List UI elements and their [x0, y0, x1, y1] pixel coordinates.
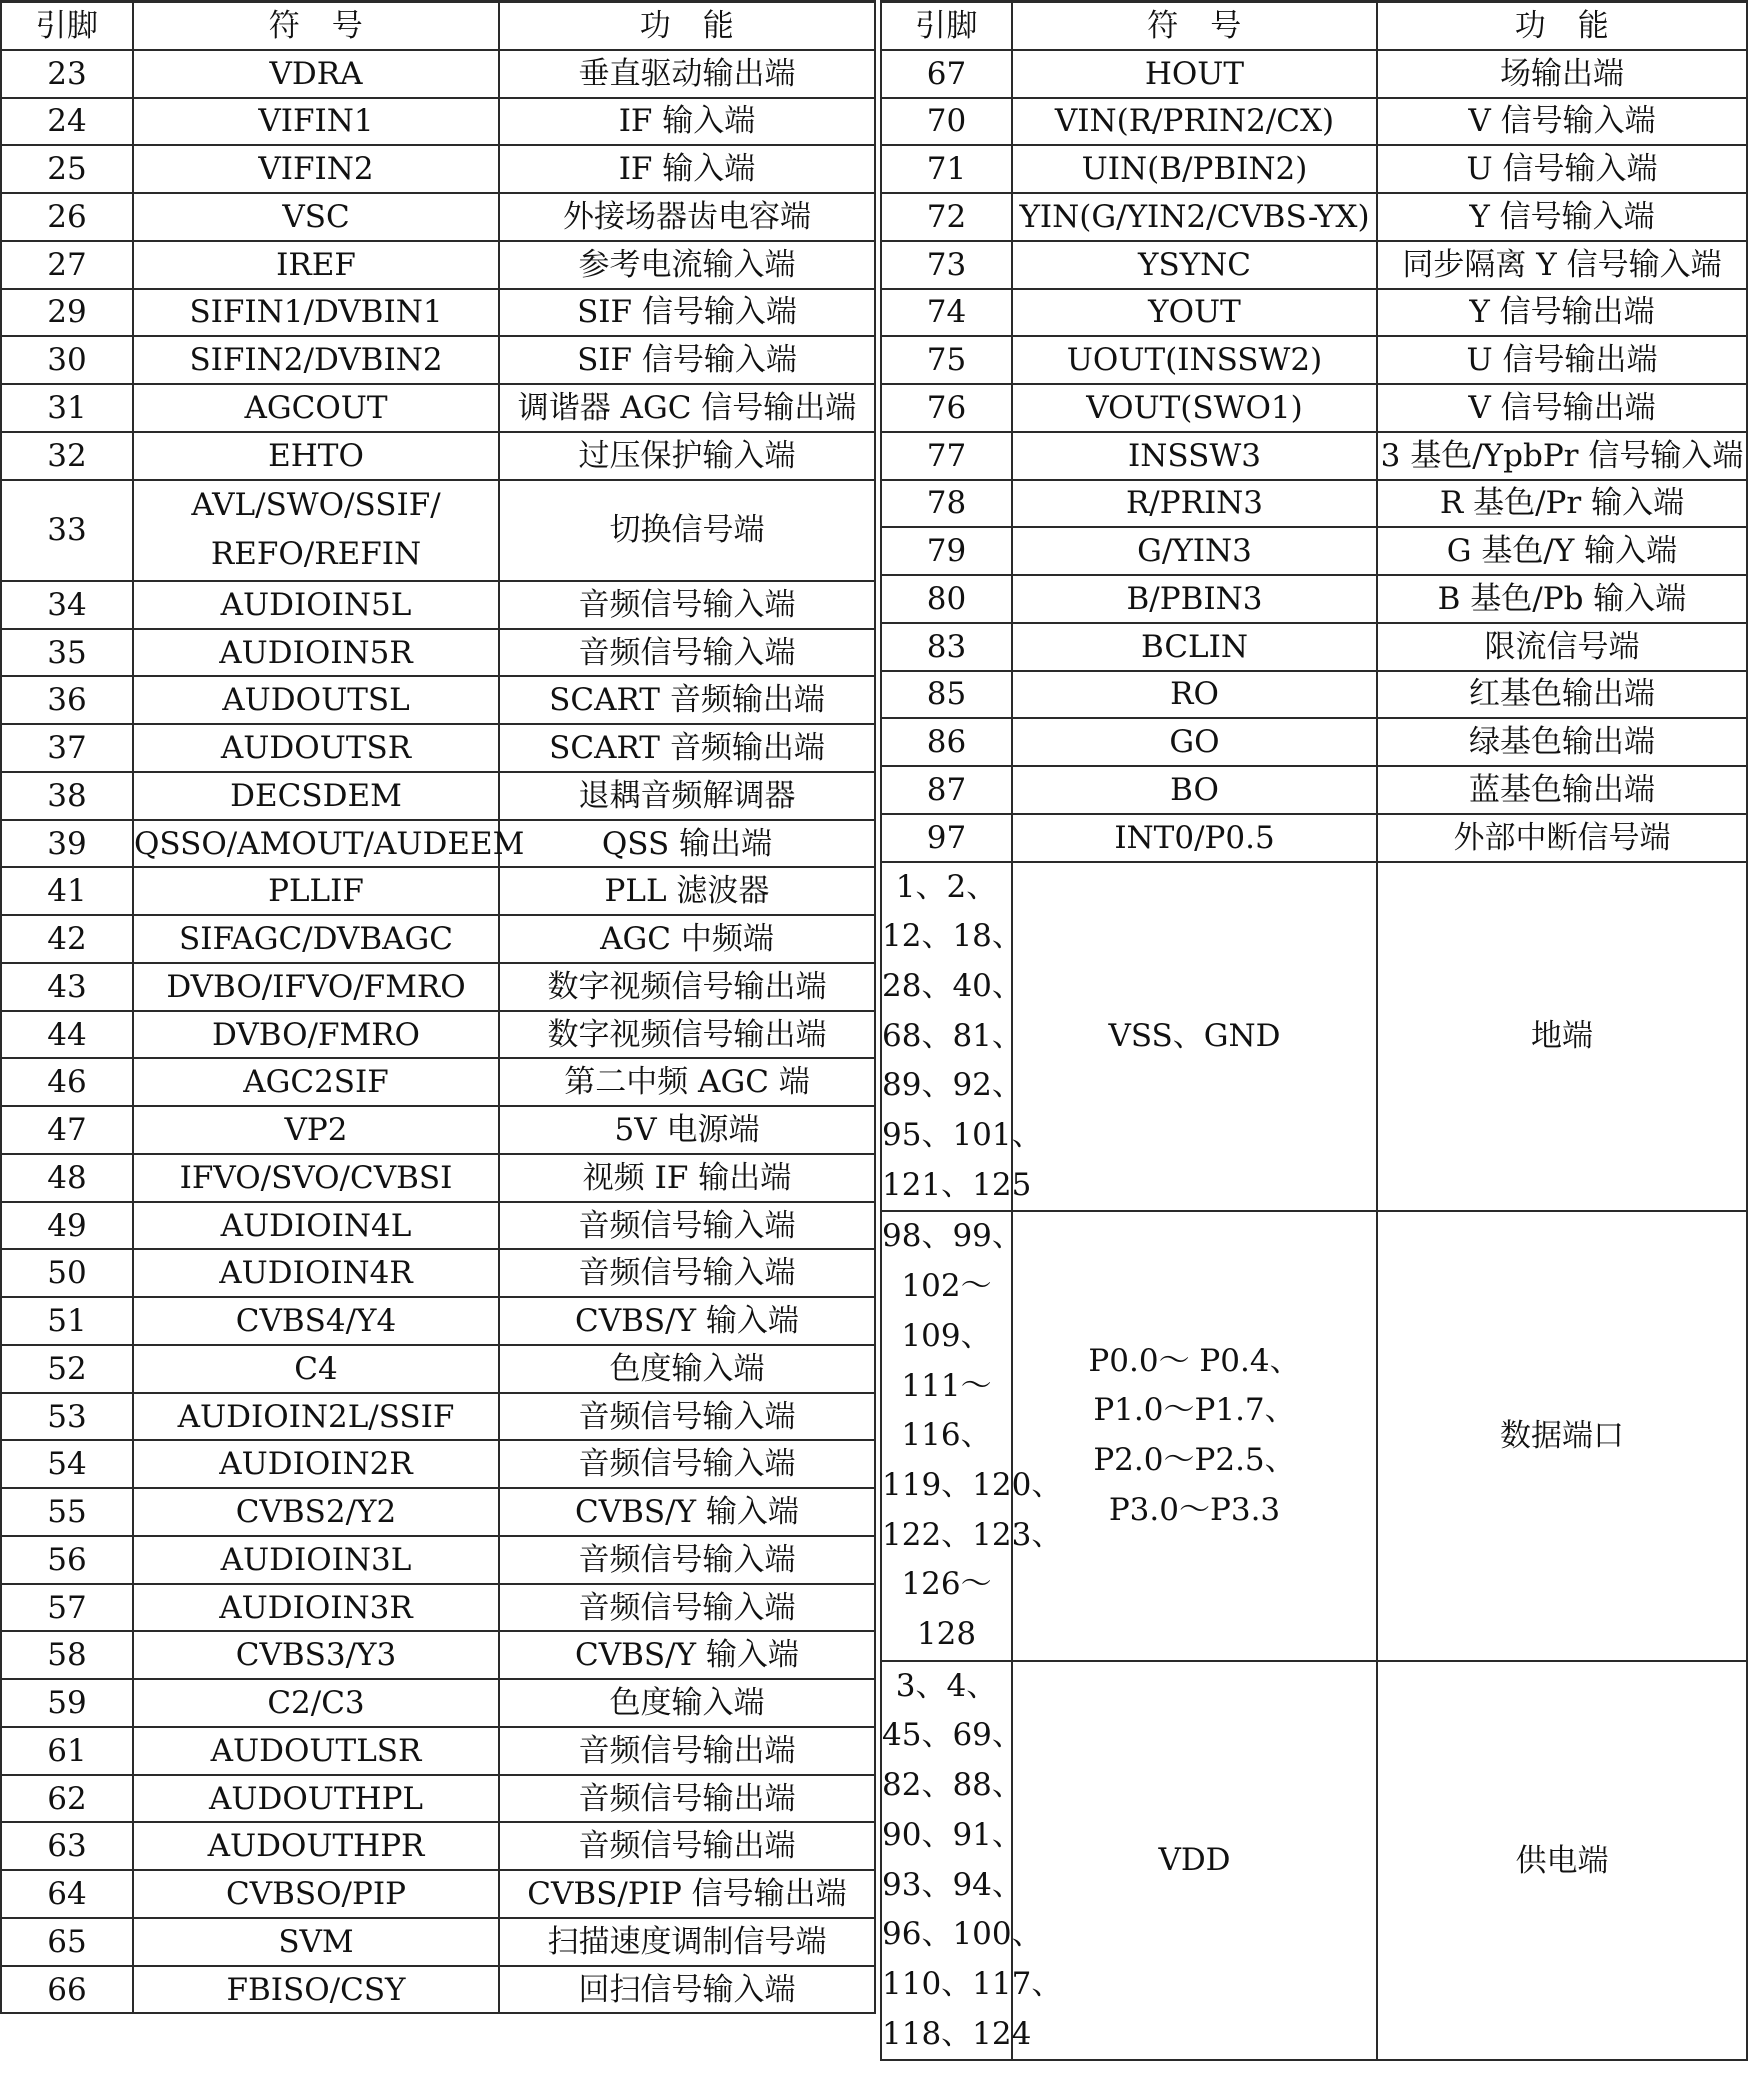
symbol-cell: PLLIF — [133, 867, 499, 915]
table-row — [881, 480, 1747, 528]
pin-list-line: 122、123、 — [882, 1516, 1063, 1553]
function-cell: V 信号输出端 — [1377, 384, 1747, 432]
table-row — [1, 1202, 875, 1250]
symbol-cell: INSSW3 — [1012, 432, 1377, 480]
table-row — [1, 1631, 875, 1679]
symbol-cell: YSYNC — [1012, 241, 1377, 289]
pin-number-cell: 48 — [1, 1154, 133, 1202]
function-cell: 切换信号端 — [499, 480, 875, 581]
function-cell: 扫描速度调制信号端 — [499, 1918, 875, 1966]
symbol-cell: AGC2SIF — [133, 1058, 499, 1106]
pin-number-cell: 44 — [1, 1011, 133, 1059]
function-cell: 3 基色/YpbPr 信号输入端 — [1377, 432, 1747, 480]
function-cell: 外接场器齿电容端 — [499, 193, 875, 241]
function-cell: 红基色输出端 — [1377, 671, 1747, 719]
table-row — [1, 867, 875, 915]
function-cell: 视频 IF 输出端 — [499, 1154, 875, 1202]
pin-number-cell: 78 — [881, 480, 1012, 528]
symbol-cell: C2/C3 — [133, 1679, 499, 1727]
function-cell: QSS 输出端 — [499, 820, 875, 868]
pin-number-cell: 97 — [881, 814, 1012, 862]
table-row — [881, 241, 1747, 289]
pin-number-cell: 57 — [1, 1584, 133, 1632]
symbol-cell: VSC — [133, 193, 499, 241]
pin-number-cell: 36 — [1, 676, 133, 724]
symbol-cell — [1012, 862, 1377, 1212]
pin-number-cell: 66 — [1, 1966, 133, 2014]
function-cell: SIF 信号输入端 — [499, 336, 875, 384]
pin-list-line: 45、69、 — [882, 1717, 1023, 1754]
symbol-cell: RO — [1012, 671, 1377, 719]
function-cell: 过压保护输入端 — [499, 432, 875, 480]
pin-list-line: 90、91、 — [882, 1816, 1023, 1853]
table-row — [1, 1154, 875, 1202]
pin-number-cell: 39 — [1, 820, 133, 868]
symbol-cell: SIFIN2/DVBIN2 — [133, 336, 499, 384]
function-cell: 音频信号输入端 — [499, 1393, 875, 1441]
function-cell: 垂直驱动输出端 — [499, 50, 875, 98]
symbol-cell: VIFIN2 — [133, 145, 499, 193]
function-cell: 地端 — [1377, 862, 1747, 1212]
symbol-cell: R/PRIN3 — [1012, 480, 1377, 528]
function-cell: 限流信号端 — [1377, 623, 1747, 671]
table-row — [1, 1106, 875, 1154]
table-row — [1, 820, 875, 868]
function-cell: Y 信号输入端 — [1377, 193, 1747, 241]
function-cell: 数据端口 — [1377, 1211, 1747, 1660]
function-cell: 音频信号输入端 — [499, 1249, 875, 1297]
table-row — [1, 241, 875, 289]
symbol-line: P2.0～P2.5、 — [1093, 1442, 1296, 1479]
pin-number-cell: 24 — [1, 98, 133, 146]
table-row — [1, 1822, 875, 1870]
pin-list-line: 93、94、 — [882, 1866, 1023, 1903]
pin-list-line: 119、120、 — [882, 1466, 1063, 1503]
function-cell: 音频信号输入端 — [499, 1584, 875, 1632]
table-row — [1, 724, 875, 772]
symbol-cell: SVM — [133, 1918, 499, 1966]
table-row — [1, 1249, 875, 1297]
pin-number-cell: 27 — [1, 241, 133, 289]
pin-number-cell: 23 — [1, 50, 133, 98]
symbol-cell: AUDIOIN3R — [133, 1584, 499, 1632]
symbol-cell: FBISO/CSY — [133, 1966, 499, 2014]
table-row — [1, 384, 875, 432]
function-cell: 色度输入端 — [499, 1345, 875, 1393]
pin-number-cell: 43 — [1, 963, 133, 1011]
table-row — [1, 145, 875, 193]
pin-number-cell: 32 — [1, 432, 133, 480]
symbol-cell: HOUT — [1012, 50, 1377, 98]
table-row — [1, 1011, 875, 1059]
table-row — [1, 629, 875, 677]
pin-list-line: 121、125 — [882, 1166, 1032, 1203]
pin-number-cell: 46 — [1, 1058, 133, 1106]
function-cell: 音频信号输出端 — [499, 1727, 875, 1775]
function-cell: 音频信号输出端 — [499, 1775, 875, 1823]
table-row — [1, 1870, 875, 1918]
pin-number-cell: 85 — [881, 671, 1012, 719]
pin-number-cell: 72 — [881, 193, 1012, 241]
symbol-cell: CVBSO/PIP — [133, 1870, 499, 1918]
pin-number-cell: 74 — [881, 289, 1012, 337]
function-cell: 参考电流输入端 — [499, 241, 875, 289]
function-cell: 数字视频信号输出端 — [499, 963, 875, 1011]
table-row — [1, 50, 875, 98]
pin-list-line: 111～ — [901, 1367, 992, 1404]
symbol-cell: AUDOUTHPL — [133, 1775, 499, 1823]
left-pin-table — [0, 0, 876, 2014]
pin-number-cell: 65 — [1, 1918, 133, 1966]
symbol-cell: DECSDEM — [133, 772, 499, 820]
symbol-cell: IREF — [133, 241, 499, 289]
table-row — [1, 1393, 875, 1441]
symbol-line: VSS、GND — [1108, 1017, 1281, 1054]
function-cell: IF 输入端 — [499, 145, 875, 193]
pin-number-cell: 61 — [1, 1727, 133, 1775]
table-row — [1, 480, 875, 581]
function-cell: CVBS/Y 输入端 — [499, 1631, 875, 1679]
table-row — [881, 98, 1747, 146]
pin-number-cell: 35 — [1, 629, 133, 677]
pin-list-line: 68、81、 — [882, 1017, 1023, 1054]
function-cell: CVBS/Y 输入端 — [499, 1488, 875, 1536]
table-row — [881, 766, 1747, 814]
symbol-cell: AUDOUTHPR — [133, 1822, 499, 1870]
function-cell: SCART 音频输出端 — [499, 676, 875, 724]
pin-list-line: 12、18、 — [882, 918, 1023, 955]
function-cell: AGC 中频端 — [499, 915, 875, 963]
table-row — [881, 145, 1747, 193]
symbol-cell: VOUT(SWO1) — [1012, 384, 1377, 432]
table-row — [881, 575, 1747, 623]
pin-number-cell: 41 — [1, 867, 133, 915]
table-row — [881, 623, 1747, 671]
table-row — [1, 676, 875, 724]
pin-number-cell: 62 — [1, 1775, 133, 1823]
table-row — [1, 1775, 875, 1823]
symbol-cell: VP2 — [133, 1106, 499, 1154]
function-cell: CVBS/Y 输入端 — [499, 1297, 875, 1345]
function-cell: SIF 信号输入端 — [499, 289, 875, 337]
pin-number-cell: 76 — [881, 384, 1012, 432]
table-row — [1, 1584, 875, 1632]
symbol-cell — [1012, 1211, 1377, 1660]
pin-list-line: 95、101、 — [882, 1117, 1043, 1154]
symbol-line: P1.0～P1.7、 — [1093, 1392, 1296, 1429]
table-row — [1, 193, 875, 241]
symbol-cell — [1012, 1661, 1377, 2061]
symbol-cell: DVBO/IFVO/FMRO — [133, 963, 499, 1011]
function-cell: PLL 滤波器 — [499, 867, 875, 915]
function-cell: 音频信号输入端 — [499, 1202, 875, 1250]
function-cell: 蓝基色输出端 — [1377, 766, 1747, 814]
table-row — [1, 1918, 875, 1966]
pin-number-cell: 33 — [1, 480, 133, 581]
symbol-cell: AUDOUTSR — [133, 724, 499, 772]
left-header-row — [1, 2, 875, 50]
pin-number-cell: 52 — [1, 1345, 133, 1393]
function-cell: 调谐器 AGC 信号输出端 — [499, 384, 875, 432]
header-function: 功 能 — [1377, 2, 1747, 50]
pin-list-line: 3、4、 — [895, 1667, 998, 1704]
function-cell: 场输出端 — [1377, 50, 1747, 98]
header-function: 功 能 — [499, 2, 875, 50]
table-row — [1, 98, 875, 146]
symbol-cell: YIN(G/YIN2/CVBS-YX) — [1012, 193, 1377, 241]
function-cell: CVBS/PIP 信号输出端 — [499, 1870, 875, 1918]
table-row — [881, 814, 1747, 862]
pin-number-cell: 29 — [1, 289, 133, 337]
pin-number-cell: 50 — [1, 1249, 133, 1297]
pin-number-cell: 59 — [1, 1679, 133, 1727]
table-row — [1, 1488, 875, 1536]
pin-number-cell: 86 — [881, 718, 1012, 766]
table-row — [1, 1297, 875, 1345]
pin-number-cell: 34 — [1, 581, 133, 629]
pin-number-cell: 75 — [881, 336, 1012, 384]
symbol-cell: INT0/P0.5 — [1012, 814, 1377, 862]
pin-list-cell — [881, 1211, 1063, 1660]
symbol-cell: AUDIOIN2R — [133, 1440, 499, 1488]
symbol-cell: AUDIOIN5L — [133, 581, 499, 629]
function-cell: 外部中断信号端 — [1377, 814, 1747, 862]
table-row — [1, 1727, 875, 1775]
pin-list-line: 126～ — [901, 1566, 992, 1603]
pin-list-line: 110、117、 — [882, 1965, 1063, 2002]
pin-number-cell: 83 — [881, 623, 1012, 671]
table-row — [881, 527, 1747, 575]
symbol-line: P0.0～ P0.4、 — [1088, 1342, 1301, 1379]
pin-number-cell: 38 — [1, 772, 133, 820]
symbol-cell: BCLIN — [1012, 623, 1377, 671]
symbol-cell: AUDIOIN5R — [133, 629, 499, 677]
right-header-row — [881, 2, 1747, 50]
pin-list-line: 118、124 — [882, 2015, 1032, 2052]
header-symbol: 符 号 — [1012, 2, 1377, 50]
function-cell: 5V 电源端 — [499, 1106, 875, 1154]
symbol-line: VDD — [1158, 1841, 1231, 1878]
pin-number-cell: 47 — [1, 1106, 133, 1154]
pin-list-line: 96、100、 — [882, 1916, 1043, 1953]
pin-list-line: 128 — [916, 1616, 977, 1653]
pin-list-line: 1、2、 — [895, 868, 998, 905]
symbol-cell: BO — [1012, 766, 1377, 814]
symbol-cell: AUDOUTSL — [133, 676, 499, 724]
pin-number-cell: 55 — [1, 1488, 133, 1536]
pin-number-cell: 26 — [1, 193, 133, 241]
header-pin: 引脚 — [881, 2, 1012, 50]
function-cell: 色度输入端 — [499, 1679, 875, 1727]
function-cell: 音频信号输出端 — [499, 1822, 875, 1870]
table-row-group — [881, 1661, 1747, 2061]
table-row — [881, 432, 1747, 480]
symbol-cell: AUDIOIN4R — [133, 1249, 499, 1297]
pin-list-cell — [881, 862, 1043, 1212]
function-cell: 供电端 — [1377, 1661, 1747, 2061]
symbol-cell: AUDIOIN3L — [133, 1536, 499, 1584]
symbol-cell: AUDIOIN4L — [133, 1202, 499, 1250]
function-cell: 音频信号输入端 — [499, 581, 875, 629]
pin-number-cell: 25 — [1, 145, 133, 193]
table-row-group — [881, 1211, 1747, 1660]
pin-number-cell: 53 — [1, 1393, 133, 1441]
table-row — [881, 289, 1747, 337]
table-row — [881, 718, 1747, 766]
pin-number-cell: 67 — [881, 50, 1012, 98]
symbol-cell: VIFIN1 — [133, 98, 499, 146]
table-row — [1, 1679, 875, 1727]
symbol-cell: AUDIOIN2L/SSIF — [133, 1393, 499, 1441]
pin-number-cell: 79 — [881, 527, 1012, 575]
table-row — [881, 671, 1747, 719]
function-cell: 退耦音频解调器 — [499, 772, 875, 820]
table-row — [1, 915, 875, 963]
pin-number-cell: 80 — [881, 575, 1012, 623]
symbol-cell: EHTO — [133, 432, 499, 480]
symbol-line: P3.0～P3.3 — [1108, 1491, 1281, 1528]
symbol-cell: B/PBIN3 — [1012, 575, 1377, 623]
pin-list-cell — [881, 1661, 1063, 2061]
pin-list-line: 89、92、 — [882, 1067, 1023, 1104]
symbol-cell: CVBS4/Y4 — [133, 1297, 499, 1345]
symbol-cell: UIN(B/PBIN2) — [1012, 145, 1377, 193]
pin-number-cell: 51 — [1, 1297, 133, 1345]
symbol-cell: VIN(R/PRIN2/CX) — [1012, 98, 1377, 146]
table-row — [1, 772, 875, 820]
pin-number-cell: 64 — [1, 1870, 133, 1918]
pin-number-cell: 71 — [881, 145, 1012, 193]
function-cell: 回扫信号输入端 — [499, 1966, 875, 2014]
function-cell: V 信号输入端 — [1377, 98, 1747, 146]
function-cell: B 基色/Pb 输入端 — [1377, 575, 1747, 623]
function-cell: U 信号输入端 — [1377, 145, 1747, 193]
header-symbol: 符 号 — [133, 2, 499, 50]
pin-number-cell: 87 — [881, 766, 1012, 814]
function-cell: 绿基色输出端 — [1377, 718, 1747, 766]
symbol-cell: CVBS2/Y2 — [133, 1488, 499, 1536]
table-row — [1, 581, 875, 629]
symbol-line: AVL/SWO/SSIF/ — [191, 486, 441, 523]
function-cell: Y 信号输出端 — [1377, 289, 1747, 337]
table-row — [1, 336, 875, 384]
function-cell: R 基色/Pr 输入端 — [1377, 480, 1747, 528]
pin-number-cell: 54 — [1, 1440, 133, 1488]
symbol-cell: IFVO/SVO/CVBSI — [133, 1154, 499, 1202]
pin-number-cell: 77 — [881, 432, 1012, 480]
table-row — [881, 50, 1747, 98]
symbol-cell: C4 — [133, 1345, 499, 1393]
symbol-cell: SIFIN1/DVBIN1 — [133, 289, 499, 337]
symbol-cell: QSSO/AMOUT/AUDEEM — [133, 820, 499, 868]
pin-number-cell: 73 — [881, 241, 1012, 289]
function-cell: 音频信号输入端 — [499, 629, 875, 677]
table-row — [1, 289, 875, 337]
symbol-cell: G/YIN3 — [1012, 527, 1377, 575]
function-cell: U 信号输出端 — [1377, 336, 1747, 384]
table-row — [881, 384, 1747, 432]
pin-list-line: 28、40、 — [882, 967, 1023, 1004]
function-cell: 数字视频信号输出端 — [499, 1011, 875, 1059]
pin-list-line: 116、 — [901, 1417, 992, 1454]
right-pin-table — [880, 0, 1748, 2061]
pin-list-line: 82、88、 — [882, 1767, 1023, 1804]
function-cell: SCART 音频输出端 — [499, 724, 875, 772]
symbol-cell: AGCOUT — [133, 384, 499, 432]
pin-number-cell: 63 — [1, 1822, 133, 1870]
left-table-body — [1, 50, 875, 2014]
header-pin: 引脚 — [1, 2, 133, 50]
pin-number-cell: 31 — [1, 384, 133, 432]
table-row — [1, 1966, 875, 2014]
table-row — [1, 963, 875, 1011]
right-table-body — [881, 50, 1747, 2061]
table-row — [1, 1536, 875, 1584]
table-row — [1, 1345, 875, 1393]
pin-number-cell: 49 — [1, 1202, 133, 1250]
pin-number-cell: 42 — [1, 915, 133, 963]
function-cell: 音频信号输入端 — [499, 1440, 875, 1488]
symbol-cell: VDRA — [133, 50, 499, 98]
table-row — [1, 432, 875, 480]
symbol-cell: YOUT — [1012, 289, 1377, 337]
table-row — [881, 336, 1747, 384]
function-cell: G 基色/Y 输入端 — [1377, 527, 1747, 575]
symbol-line: REFO/REFIN — [210, 536, 422, 573]
pin-list-line: 102～ — [901, 1268, 992, 1305]
symbol-cell: CVBS3/Y3 — [133, 1631, 499, 1679]
function-cell: 音频信号输入端 — [499, 1536, 875, 1584]
table-row — [1, 1440, 875, 1488]
pin-list-line: 109、 — [901, 1317, 992, 1354]
function-cell: 第二中频 AGC 端 — [499, 1058, 875, 1106]
pin-number-cell: 70 — [881, 98, 1012, 146]
symbol-cell — [133, 480, 499, 581]
table-row — [881, 193, 1747, 241]
symbol-cell: UOUT(INSSW2) — [1012, 336, 1377, 384]
function-cell: 同步隔离 Y 信号输入端 — [1377, 241, 1747, 289]
pin-number-cell: 30 — [1, 336, 133, 384]
function-cell: IF 输入端 — [499, 98, 875, 146]
table-row-group — [881, 862, 1747, 1212]
pin-number-cell: 58 — [1, 1631, 133, 1679]
table-row — [1, 1058, 875, 1106]
symbol-cell: AUDOUTLSR — [133, 1727, 499, 1775]
pin-number-cell: 56 — [1, 1536, 133, 1584]
symbol-cell: DVBO/FMRO — [133, 1011, 499, 1059]
symbol-cell: SIFAGC/DVBAGC — [133, 915, 499, 963]
symbol-cell: GO — [1012, 718, 1377, 766]
pin-number-cell: 37 — [1, 724, 133, 772]
pin-list-line: 98、99、 — [882, 1218, 1023, 1255]
